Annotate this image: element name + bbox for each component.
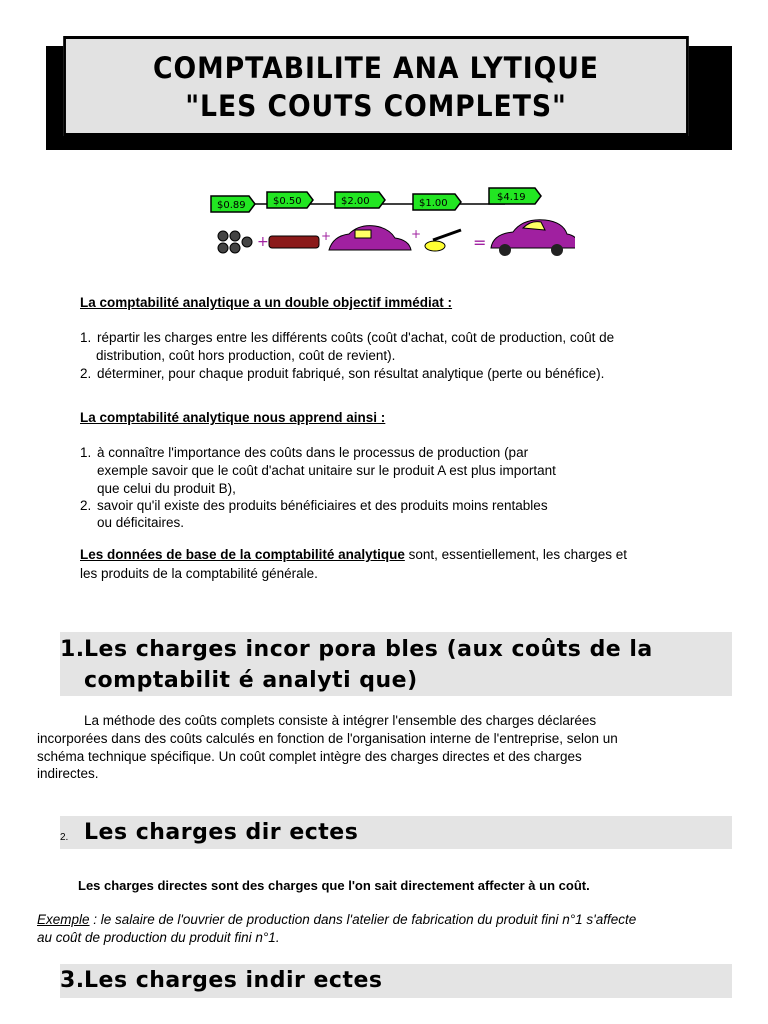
price-tag-label: $2.00 — [341, 196, 370, 207]
list-item: savoir qu'il existe des produits bénéficiaires et des produits moins rentables — [97, 498, 548, 513]
list-item-number: 2. — [80, 366, 92, 381]
plus-icon: + — [321, 229, 332, 243]
title-box — [63, 36, 689, 136]
part-icon — [269, 236, 319, 248]
title-line-2: "LES COUTS COMPLETS" — [185, 89, 567, 123]
list-item-number: 2. — [80, 498, 92, 513]
price-tag — [211, 196, 255, 212]
price-tag-label: $0.50 — [273, 196, 302, 207]
equals-icon: = — [473, 233, 487, 252]
list-item: distribution, coût hors production, coût de revient). — [96, 348, 396, 363]
price-tag-label: $4.19 — [497, 192, 526, 203]
list-item: à connaître l'importance des coûts dans le processus de production (par — [97, 445, 529, 460]
section-2-number: 2. — [60, 832, 69, 843]
section-1-title-line-2: comptabilit é analyti que) — [84, 668, 418, 693]
price-tag — [267, 192, 313, 208]
section-1-title-line-1: Les charges incor pora bles (aux coûts de la — [84, 637, 653, 662]
section-2-definition: Les charges directes sont des charges que l'on sait directement affecter à un coût. — [78, 878, 590, 893]
example-label: Exemple — [37, 912, 90, 927]
section-2-title: Les charges dir ectes — [84, 820, 359, 845]
list-item: ou déficitaires. — [97, 515, 185, 530]
section-1-paragraph: indirectes. — [37, 766, 99, 781]
example-line-2: au coût de production du produit fini n°1. — [37, 930, 280, 945]
section-1-number: 1. — [60, 637, 85, 662]
list-item-number: 1. — [80, 445, 92, 460]
price-tag-label: $0.89 — [217, 200, 246, 211]
example-line-1 — [37, 911, 636, 929]
car-icon — [491, 220, 575, 256]
teaches-heading: La comptabilité analytique nous apprend ainsi : — [80, 410, 386, 425]
price-tag-label: $1.00 — [419, 198, 448, 209]
list-item: répartir les charges entre les différents coûts (coût d'achat, coût de production, coût de — [97, 330, 615, 345]
steering-wheel-icon — [425, 230, 461, 251]
plus-icon: + — [411, 227, 422, 241]
base-data-line-1 — [80, 546, 627, 564]
title-line-1: COMPTABILITE ANA LYTIQUE — [153, 51, 599, 85]
section-1-paragraph: La méthode des coûts complets consiste à intégrer l'ensemble des charges déclarées — [84, 713, 597, 728]
plus-icon: + — [257, 234, 269, 250]
price-tag — [413, 194, 461, 210]
list-item: exemple savoir que le coût d'achat unitaire sur le produit A est plus important — [97, 463, 556, 478]
section-3-title: Les charges indir ectes — [84, 968, 383, 993]
list-item: que celui du produit B), — [97, 481, 236, 496]
section-1-paragraph: incorporées dans des coûts calculés en fonction de l'organisation interne de l'entreprise, selon un — [37, 731, 618, 746]
base-data-line-2: les produits de la comptabilité générale. — [80, 566, 318, 581]
price-tag — [489, 188, 541, 204]
base-data-lead: Les données de base de la comptabilité analytique — [80, 547, 405, 562]
car-body-icon — [329, 226, 411, 250]
section-3-number: 3. — [60, 968, 85, 993]
price-tag — [335, 192, 385, 208]
objectives-heading: La comptabilité analytique a un double objectif immédiat : — [80, 295, 453, 310]
wheels-icon — [218, 231, 252, 253]
list-item-number: 1. — [80, 330, 92, 345]
section-1-paragraph: schéma technique spécifique. Un coût complet intègre des charges directes et des charges — [37, 749, 582, 764]
cost-illustration — [205, 180, 575, 262]
example-text: : le salaire de l'ouvrier de production dans l'atelier de fabrication du produit fini n°1 s'affecte — [89, 912, 637, 927]
base-data-rest: sont, essentiellement, les charges et — [404, 547, 627, 562]
list-item: déterminer, pour chaque produit fabriqué, son résultat analytique (perte ou bénéfice). — [97, 366, 605, 381]
